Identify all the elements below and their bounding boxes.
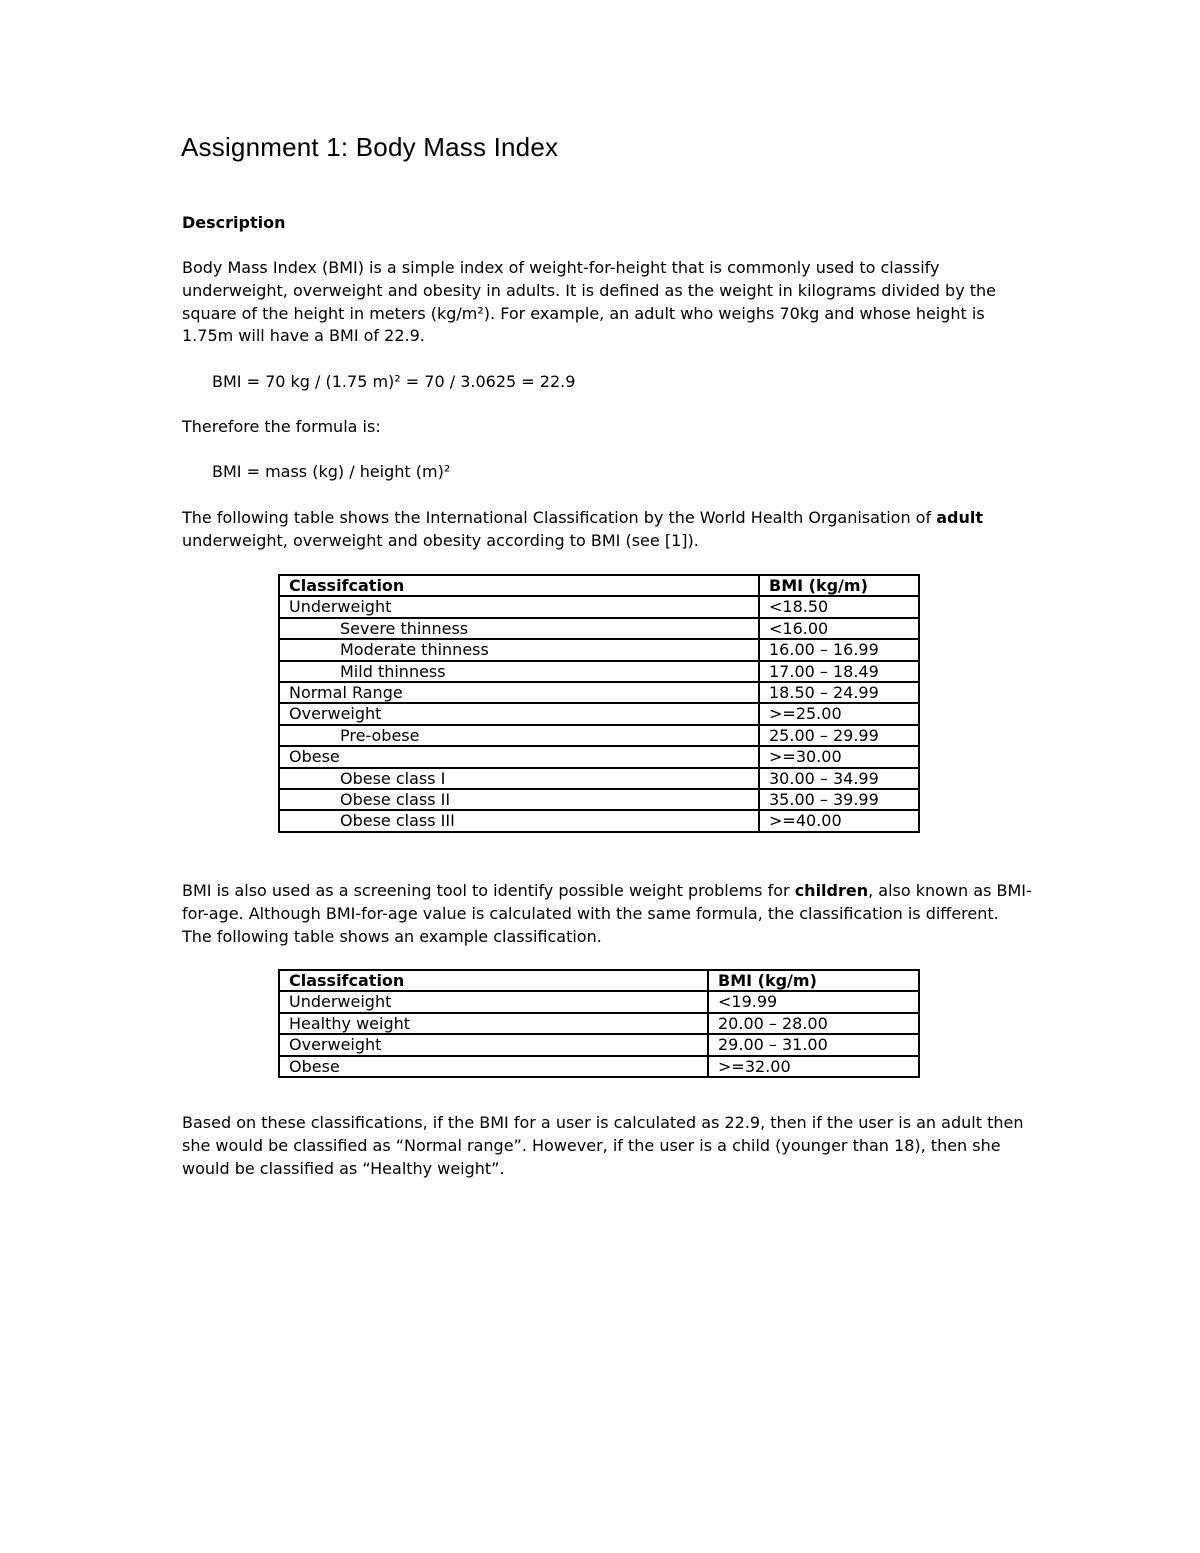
table-row [279, 810, 919, 831]
bmi-range-cell: 30.00 – 34.99 [759, 768, 919, 789]
table-header-row [279, 970, 919, 991]
bmi-range-cell: 20.00 – 28.00 [708, 1013, 919, 1034]
bmi-range-cell: >=32.00 [708, 1056, 919, 1077]
children-classification-table [278, 969, 920, 1078]
adult-intro-paragraph [182, 507, 1032, 553]
bmi-range-cell: 17.00 – 18.49 [759, 661, 919, 682]
table-header-row [279, 575, 919, 596]
classification-cell: Pre-obese [279, 725, 759, 746]
adult-intro-bold: adult [936, 508, 983, 527]
bmi-range-cell: 35.00 – 39.99 [759, 789, 919, 810]
table-row [279, 639, 919, 660]
bmi-range-cell: <19.99 [708, 991, 919, 1012]
conclusion-paragraph: Based on these classifications, if the BMI for a user is calculated as 22.9, then if the user is an adult then she would be classified as “Normal range”. However, if the user is a child (younger than 18), then she would be classified as “Healthy weight”. [182, 1113, 1024, 1178]
classification-cell: Severe thinness [279, 618, 759, 639]
classification-cell: Obese [279, 746, 759, 767]
intro-paragraph: Body Mass Index (BMI) is a simple index of weight-for-height that is commonly used to classify underweight, overweight and obesity in adults. It is defined as the weight in kilograms divided by the square of the height in meters (kg/m²). For example, an adult who weighs 70kg and whose height is 1.75m will have a BMI of 22.9. [182, 258, 997, 346]
table-header-classification: Classifcation [279, 970, 708, 991]
bmi-range-cell: >=40.00 [759, 810, 919, 831]
adult-intro-text-end: underweight, overweight and obesity according to BMI (see [1]). [182, 530, 699, 550]
classification-cell: Healthy weight [279, 1013, 708, 1034]
bmi-range-cell: >=25.00 [759, 703, 919, 724]
table-row [279, 1034, 919, 1055]
general-formula: BMI = mass (kg) / height (m)² [212, 462, 451, 481]
classification-cell: Normal Range [279, 682, 759, 703]
bmi-range-cell: >=30.00 [759, 746, 919, 767]
page-title: Assignment 1: Body Mass Index [181, 132, 559, 162]
bmi-range-cell: 16.00 – 16.99 [759, 639, 919, 660]
table-row [279, 991, 919, 1012]
example-formula: BMI = 70 kg / (1.75 m)² = 70 / 3.0625 = 22.9 [212, 372, 576, 391]
adult-classification-table [278, 574, 920, 833]
bmi-range-cell: <16.00 [759, 618, 919, 639]
classification-cell: Underweight [279, 596, 759, 617]
bmi-range-cell: 29.00 – 31.00 [708, 1034, 919, 1055]
classification-cell: Obese class I [279, 768, 759, 789]
table-header-bmi: BMI (kg/m) [708, 970, 919, 991]
table-row [279, 661, 919, 682]
bmi-range-cell: <18.50 [759, 596, 919, 617]
classification-cell: Moderate thinness [279, 639, 759, 660]
classification-cell: Obese class II [279, 789, 759, 810]
table-row [279, 618, 919, 639]
table-row [279, 768, 919, 789]
bmi-range-cell: 18.50 – 24.99 [759, 682, 919, 703]
table-row [279, 682, 919, 703]
table-row [279, 1056, 919, 1077]
adult-table-body [279, 596, 919, 831]
classification-cell: Underweight [279, 991, 708, 1012]
table-header-bmi: BMI (kg/m) [759, 575, 919, 596]
table-row [279, 725, 919, 746]
children-text: BMI is also used as a screening tool to identify possible weight problems for [182, 881, 795, 900]
table-row [279, 746, 919, 767]
table-row [279, 1013, 919, 1034]
classification-cell: Overweight [279, 703, 759, 724]
children-text-end: , also known as BMI-for-age. Although BMI-for-age value is calculated with the same formula, the classification is different. The following table shows an example classification. [182, 881, 1032, 946]
table-row [279, 703, 919, 724]
table-header-classification: Classifcation [279, 575, 759, 596]
children-paragraph [182, 880, 1032, 948]
formula-intro: Therefore the formula is: [182, 417, 381, 436]
classification-cell: Obese [279, 1056, 708, 1077]
classification-cell: Overweight [279, 1034, 708, 1055]
classification-cell: Obese class III [279, 810, 759, 831]
adult-intro-text: The following table shows the International Classification by the World Health Organisation of [182, 508, 937, 527]
bmi-range-cell: 25.00 – 29.99 [759, 725, 919, 746]
table-row [279, 596, 919, 617]
classification-cell: Mild thinness [279, 661, 759, 682]
table-row [279, 789, 919, 810]
description-heading: Description [182, 213, 286, 232]
children-table-body [279, 991, 919, 1077]
children-bold: children [794, 881, 869, 900]
